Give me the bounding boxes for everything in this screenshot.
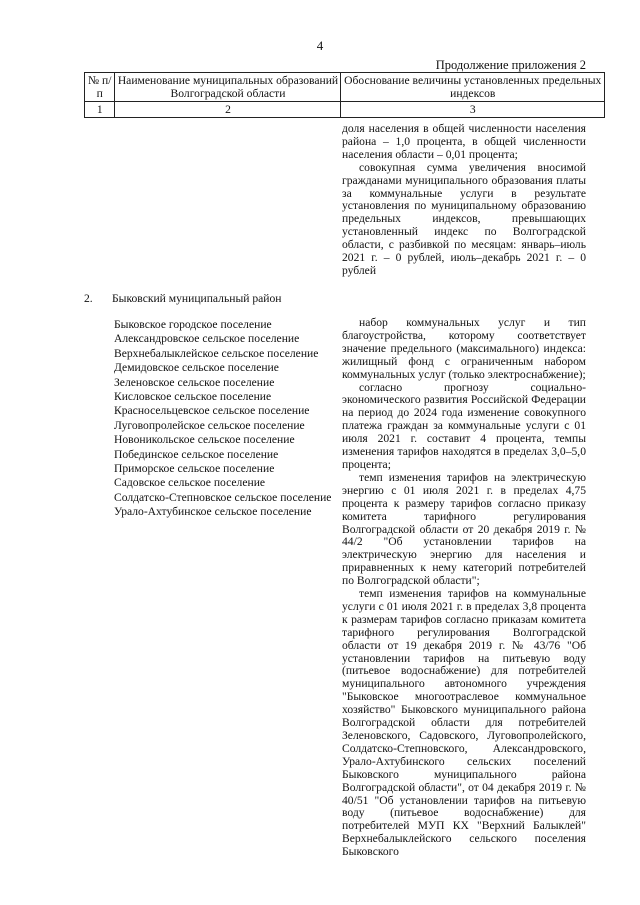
- paragraph: совокупная сумма увеличения вносимой гражданами муниципального образования платы за коммунальные услуги в результате установления по муниципальному образованию предельных индексов, превышающих установленный индекс по Волгоградской области, с разбивкой по месяцам: январь–июль 2021 г. – 0 рублей, июль–декабрь 2021 г. – 0 рублей: [342, 160, 586, 277]
- list-item: Кисловское сельское поселение: [114, 390, 272, 404]
- section-number: 2.: [84, 292, 93, 305]
- list-item: Зеленовское сельское поселение: [114, 375, 275, 389]
- list-item: Луговопролейское сельское поселение: [114, 418, 305, 432]
- paragraph: темп изменения тарифов на электрическую энергию с 01 июля 2021 г. в пределах 4,75 процента к размеру тарифов согласно приказу комитета тарифного регулирования Волгоградской области от 20 декабря 2019 г. № 44/2 "Об установлении тарифов на электрическую энергию для населения и приравненных к нему категорий потребителей по Волгоградской области";: [342, 470, 586, 588]
- header-row: [85, 73, 605, 102]
- list-item: Быковское городское поселение: [114, 318, 272, 331]
- list-item: Демидовское сельское поселение: [114, 361, 279, 375]
- page-number: 4: [316, 38, 324, 53]
- list-item: Приморское сельское поселение: [114, 462, 275, 476]
- continued-justification: [342, 123, 586, 278]
- paragraph: согласно прогнозу социально-экономического развития Российской Федерации на период до 2024 года изменение совокупного платежа граждан за коммунальные услуги с 01 июля 2021 г. составит 4 процента, темпы изменения тарифов находятся в пределах 3,0–5,0 процента;: [342, 380, 586, 471]
- col-justification-index: 3: [341, 102, 605, 118]
- paragraph: набор коммунальных услуг и тип благоустройства, которому соответствует значение предельного (максимального) индекса: жилищный фонд с ограниченным набором коммунальных услуг (только электроснабжение);: [342, 316, 586, 381]
- list-item: Александровское сельское поселение: [114, 332, 300, 346]
- paragraph: темп изменения тарифов на коммунальные услуги с 01 июля 2021 г. в пределах 3,8 процента к размерам тарифов согласно приказам комитета тарифного регулирования Волгоградской области от 19 декабря 2019 г. № 43/76 "Об установлении тарифов на питьевую воду (питьевое водоснабжение) для потребителей муниципального автономного учреждения "Быковское многоотраслевое коммунальное хозяйство" Быковского муниципального района Волгоградской области для потребителей Зеленовского, Садовского, Луговопролейского, Солдатско-Степновского, Александровского, Урало-Ахтубинского сельских поселений Быковского муниципального района Волгоградской области", от 04 декабря 2019 г. № 40/51 "Об установлении тарифов на питьевую воду (питьевое водоснабжение) для потребителей МУП КХ "Верхний Балыклей" Верхнебалыклейского сельского поселения Быковского: [342, 587, 586, 859]
- list-item: Урало-Ахтубинское сельское поселение: [114, 505, 312, 519]
- list-item: Красносельцевское сельское поселение: [114, 404, 310, 418]
- header-table: [84, 72, 605, 118]
- justification-text: [342, 317, 586, 859]
- list-item: Солдатско-Степновское сельское поселение: [114, 490, 332, 504]
- column-numbers-row: [85, 102, 605, 118]
- list-item: Побединское сельское поселение: [114, 447, 279, 461]
- col-number-header: № п/п: [85, 73, 115, 102]
- col-municipality-header: Наименование муниципальных образований Волгоградской области: [115, 73, 341, 102]
- settlement-list: [114, 318, 331, 520]
- col-number-index: 1: [85, 102, 115, 118]
- continuation-heading: Продолжение приложения 2: [435, 58, 586, 72]
- section-title: Быковский муниципальный район: [112, 292, 282, 305]
- section-heading: [84, 292, 282, 305]
- list-item: Новоникольское сельское поселение: [114, 433, 295, 447]
- list-item: Верхнебалыклейское сельское поселение: [114, 346, 319, 360]
- paragraph: доля населения в общей численности населения района – 1,0 процента, в общей численности населения области – 0,01 процента;: [342, 122, 586, 161]
- list-item: Садовское сельское поселение: [114, 476, 266, 490]
- col-justification-header: Обоснование величины установленных предельных индексов: [341, 73, 605, 102]
- col-municipality-index: 2: [115, 102, 341, 118]
